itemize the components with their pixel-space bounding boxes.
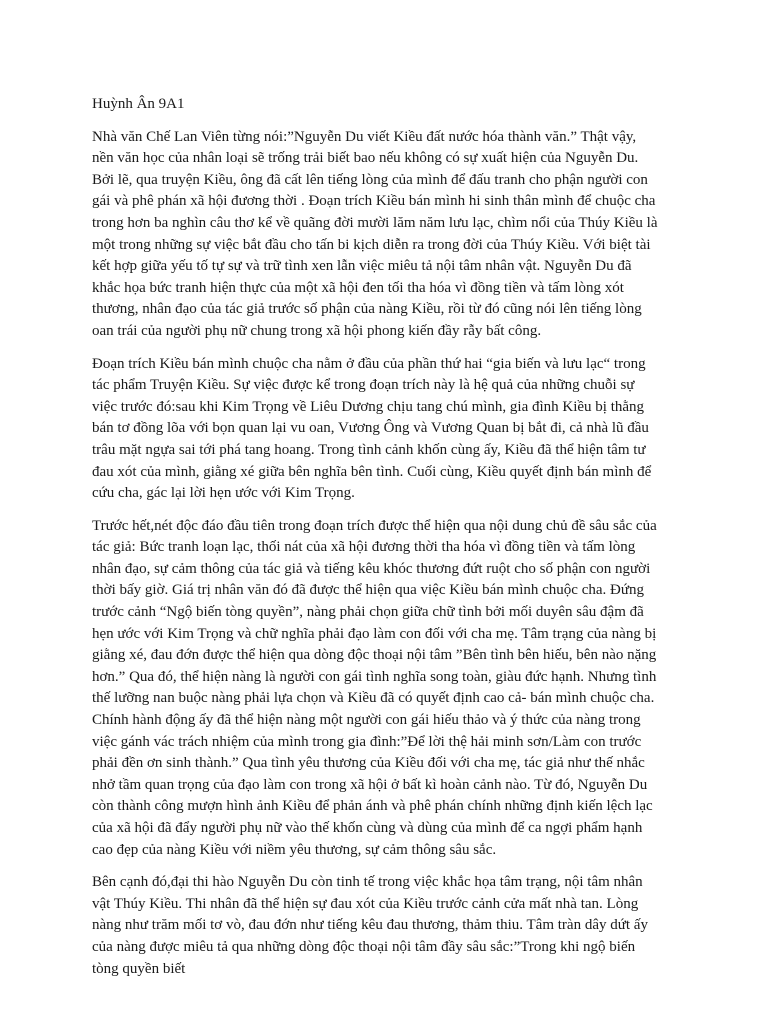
- paragraph-content-theme: Trước hết,nét độc đáo đầu tiên trong đoạn trích được thể hiện qua nội dung chủ đề sâu sắc của tác giả: Bức tranh loạn lạc, thối nát của xã hội đương thời tha hóa vì đồng tiền và tấm lòng nhân đạo, sự cảm thông của tác giả và tiếng kêu khóc thương đứt ruột cho số phận con người thời bấy giờ. Giá trị nhân văn đó đã được thể hiện qua việc Kiều bán mình chuộc cha. Đứng trước cảnh “Ngộ biến tòng quyền”, nàng phải chọn giữa chữ tình bởi mối duyên sâu đậm đã hẹn ước với Kim Trọng và chữ nghĩa phải đạo làm con đối với cha mẹ. Tâm trạng của nàng bị giằng xé, đau đớn được thể hiện qua dòng độc thoại nội tâm ”Bên tình bên hiếu, bên nào nặng hơn.” Qua đó, thể hiện nàng là người con gái tình nghĩa song toàn, giàu đức hạnh. Nhưng tình thế lưỡng nan buộc nàng phải lựa chọn và Kiều đã có quyết định cao cả- bán mình chuộc cha. Chính hành động ấy đã thể hiện nàng một người con gái hiếu thảo và ý thức của nàng trong việc gánh vác trách nhiệm của mình trong gia đình:”Để lời thệ hải minh sơn/Làm con trước phải đền ơn sinh thành.” Qua tình yêu thương của Kiều đối với cha mẹ, tác giả như thế nhắc nhở tầm quan trọng của đạo làm con trong xã hội ở bất kì hoàn cảnh nào. Từ đó, Nguyễn Du còn thành công mượn hình ảnh Kiều để phản ánh và phê phán chính những định kiến lệch lạc của xã hội đã đẩy người phụ nữ vào thế khốn cùng và dùng của mình để ca ngợi phẩm hạnh cao đẹp của nàng Kiều với niềm yêu thương, sự cảm thông sâu sắc.: [92, 517, 657, 858]
- paragraph-inner-feelings: Bên cạnh đó,đại thi hào Nguyễn Du còn tinh tế trong việc khắc họa tâm trạng, nội tâm nhân vật Thúy Kiều. Thi nhân đã thể hiện sự đau xót của Kiều trước cảnh cửa mất nhà tan. Lòng nàng như trăm mối tơ vò, đau đớn như tiếng kêu đau thương, thảm thiu. Tâm tràn dây dứt ấy của nàng được miêu tả qua những dòng độc thoại nội tâm đầy sâu sắc:”Trong khi ngộ biến tòng quyền biết: [92, 874, 648, 977]
- paragraph-context: Đoạn trích Kiều bán mình chuộc cha nằm ở đầu của phần thứ hai “gia biến và lưu lạc“ trong tác phẩm Truyện Kiều. Sự việc được kể trong đoạn trích này là hệ quả của những chuỗi sự việc trước đó:sau khi Kim Trọng về Liêu Dương chịu tang chú mình, gia đình Kiều bị thằng bán tơ đồng lõa với bọn quan lại vu oan, Vương Ông và Vương Quan bị bắt đi, cả nhà lũ đầu trâu mặt ngựa sai tới phá tang hoang. Trong tình cảnh khốn cùng ấy, Kiều đã thể hiện tâm tư đau xót của mình, giằng xé giữa bên nghĩa bên tình. Cuối cùng, Kiều quyết định bán mình để cứu cha, gác lại lời hẹn ước với Kim Trọng.: [92, 355, 652, 502]
- paragraph-intro: Nhà văn Chế Lan Viên từng nói:”Nguyễn Du viết Kiều đất nước hóa thành văn.” Thật vậy, nền văn học của nhân loại sẽ trống trải biết bao nếu không có sự xuất hiện của Nguyễn Du. Bởi lẽ, qua truyện Kiều, ông đã cất lên tiếng lòng của mình để đấu tranh cho phận người con gái và phê phán xã hội đương thời . Đoạn trích Kiều bán mình hi sinh thân mình để chuộc cha trong hơn ba nghìn câu thơ kể về quãng đời mười lăm năm lưu lạc, chìm nổi của Thúy Kiều là một trong những sự việc bắt đầu cho tấn bi kịch diễn ra trong đời của Thúy Kiều. Với biệt tài kết hợp giữa yếu tố tự sự và trữ tình xen lẫn việc miêu tả nội tâm nhân vật. Nguyễn Du đã khắc họa bức tranh hiện thực của một xã hội đen tối tha hóa vì đồng tiền và tấm lòng xót thương, nhân đạo của tác giả trước số phận của nàng Kiều, rồi từ đó cũng nói lên tiếng lòng oan trái của người phụ nữ chung trong xã hội phong kiến đầy rẫy bất công.: [92, 128, 658, 339]
- author-line: Huỳnh Ân 9A1: [92, 96, 185, 112]
